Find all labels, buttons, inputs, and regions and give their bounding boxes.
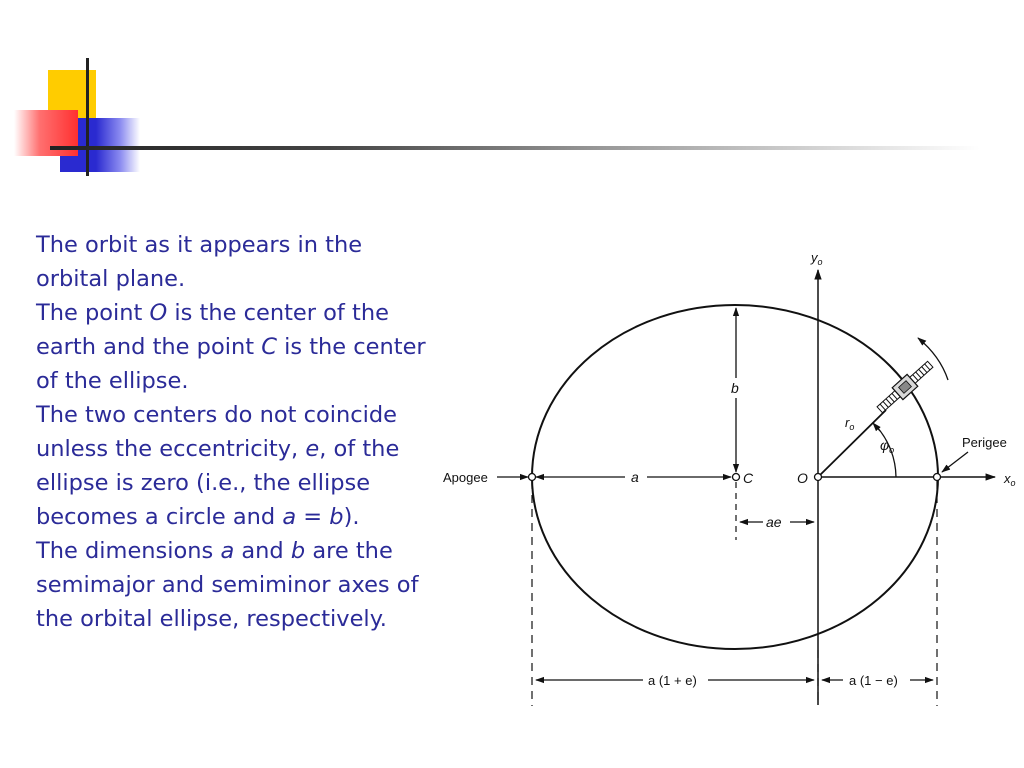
text-run: C [261,334,277,360]
decor-vertical-line [86,58,89,176]
orbit-diagram [436,240,1021,710]
text-run: e [305,436,320,462]
apogee-label: Apogee [443,470,488,485]
text-run: a [282,504,297,530]
text-run: The two centers do not coincide unless the eccentricity, [36,402,397,462]
phi-arrow [873,423,880,431]
body-paragraph-4 [36,534,426,636]
perigee-label: Perigee [962,435,1007,450]
perigee-point [934,474,941,481]
satellite-icon [874,358,935,415]
text-run: The point [36,300,150,326]
text-run: is the center of the earth and the point [36,300,389,360]
text-run: a [220,538,235,564]
text-run: and [234,538,291,564]
b-label: b [731,380,739,396]
y-axis-label: $y_o$ [811,250,823,267]
text-run: b [290,538,306,564]
center-c-point [733,474,740,481]
apogee-point [529,474,536,481]
dim-right-label: a (1 − e) [849,673,898,688]
text-run: ). [343,504,360,530]
body-paragraph-2 [36,296,426,398]
dim-left-label: a (1 + e) [648,673,697,688]
text-run: = [296,504,330,530]
ae-label: ae [766,514,782,530]
a-label: a [631,469,639,485]
perigee-arrow [942,452,968,472]
text-run: , of the ellipse is zero (i.e., the ellipse becomes a circle and [36,436,400,530]
text-run: The dimensions [36,538,221,564]
text-run: is the center of the ellipse. [36,334,426,394]
radius-vector [818,410,886,477]
center-c-label: C [743,470,754,486]
body-paragraph-3 [36,398,426,534]
center-o-label: O [797,470,808,486]
body-text [36,228,426,636]
text-run: O [149,300,168,326]
phi-label: $\varphi_o$ [880,437,895,455]
x-axis-label: $x_o$ [1004,471,1016,488]
title-underline [50,146,980,150]
text-run: The orbit as it appears in the orbital plane. [36,232,363,292]
text-run: are the semimajor and semiminor axes of the orbital ellipse, respectively. [36,538,419,632]
radius-label: $r_o$ [845,415,855,432]
center-o-point [815,474,822,481]
text-run: b [329,504,344,530]
body-paragraph-1 [36,228,426,296]
